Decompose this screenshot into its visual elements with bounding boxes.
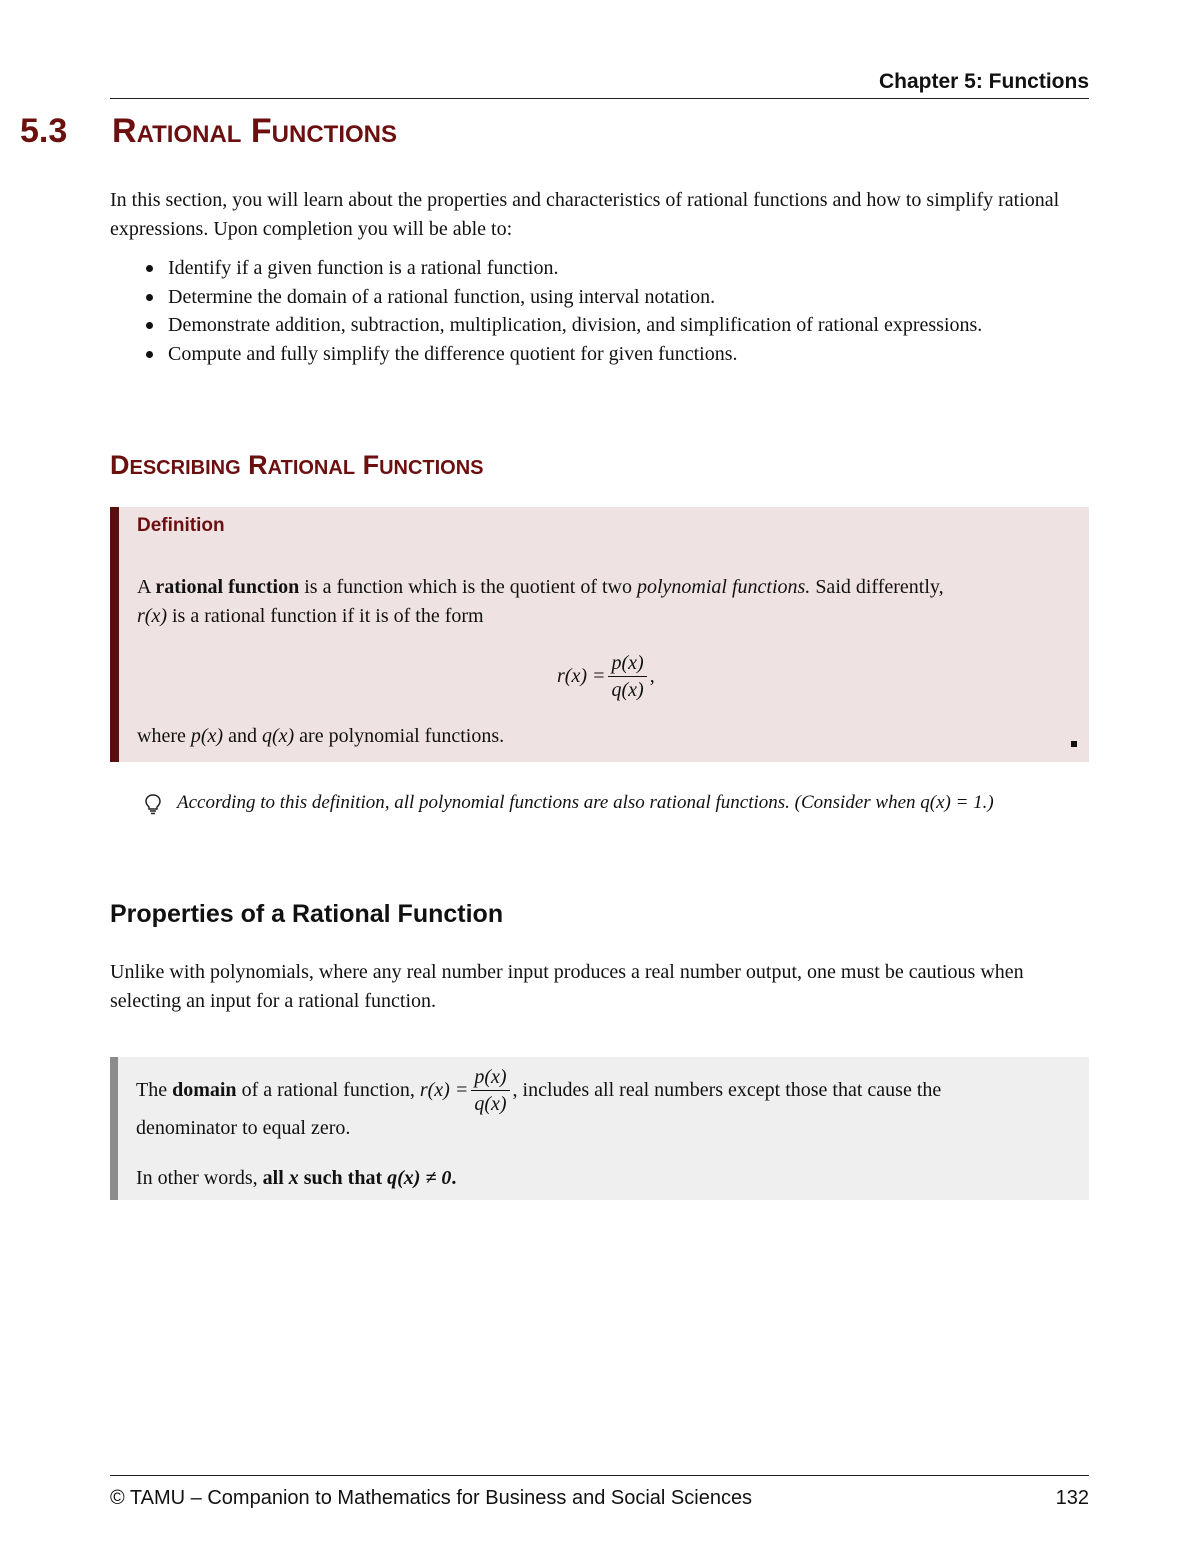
chapter-title: Chapter 5: Functions: [878, 70, 1089, 93]
title-rest: ESCRIBING: [129, 457, 241, 479]
list-item: Demonstrate addition, subtraction, multiplication, division, and simplification of rational expressions.: [140, 311, 1070, 340]
definition-label: Definition: [137, 515, 225, 536]
domain-statement-cont: denominator to equal zero.: [136, 1117, 351, 1139]
math-q-not-zero: q(x) ≠ 0: [387, 1167, 452, 1189]
title-initial: D: [110, 450, 130, 480]
text-run: , includes all real numbers except those that cause the: [512, 1079, 942, 1101]
properties-heading: Properties of a Rational Function: [110, 900, 504, 928]
running-header: [110, 66, 1089, 99]
title-initial: F: [362, 450, 380, 480]
text-run: The: [136, 1079, 168, 1101]
math-r-of-x: r(x): [137, 605, 167, 627]
list-item: Determine the domain of a rational function, using interval notation.: [140, 283, 1070, 312]
domain-box: [110, 1057, 1089, 1200]
math-p-of-x: p(x): [190, 725, 224, 747]
text-run: .: [451, 1167, 457, 1189]
note-text: According to this definition, all polynomial functions are also rational functions. (Consider when q(x) = 1.): [177, 792, 994, 813]
fraction: [471, 1065, 509, 1116]
intro-paragraph: In this section, you will learn about the properties and characteristics of rational functions and how to simplify rational expressions. Upon completion you will be able to:: [110, 189, 1060, 240]
fraction: [608, 651, 646, 702]
term-domain: domain: [172, 1079, 237, 1101]
title-initial: R: [112, 112, 137, 150]
properties-paragraph: Unlike with polynomials, where any real number input produces a real number output, one must be cautious when selecting an input for a rational function.: [110, 961, 1024, 1012]
objectives-list: [140, 254, 1070, 368]
math-x: x: [288, 1167, 299, 1189]
domain-statement: [136, 1065, 941, 1116]
term-polynomial-functions: polynomial functions.: [636, 576, 811, 598]
term-rational-function: rational function: [155, 576, 300, 598]
title-rest: ATIONAL: [267, 457, 356, 479]
definition-body: [137, 573, 1087, 631]
list-item: Compute and fully simplify the difference quotient for given functions.: [140, 340, 1070, 369]
page-footer: [110, 1475, 1089, 1509]
fraction-denominator: q(x): [474, 1093, 507, 1115]
page-number: 132: [1055, 1487, 1089, 1509]
text-run: Said differently,: [810, 576, 944, 598]
text-run: of a rational function,: [241, 1079, 415, 1101]
title-initial: F: [250, 112, 272, 150]
list-item: Identify if a given function is a rational function.: [140, 254, 1070, 283]
domain-restatement: [136, 1167, 456, 1190]
lightbulb-icon: [144, 793, 162, 815]
title-rest: ATIONAL: [136, 121, 242, 148]
math-q-of-x: q(x): [261, 725, 295, 747]
definition-where: [137, 725, 504, 748]
formula-comma: ,: [649, 665, 655, 687]
formula-lhs: r(x) =: [419, 1079, 469, 1101]
fraction-numerator: p(x): [608, 651, 646, 677]
section-name: [112, 112, 397, 151]
text-run: A: [137, 576, 156, 598]
subsection-title: [110, 450, 484, 481]
formula-lhs: r(x) =: [557, 665, 606, 687]
title-rest: UNCTIONS: [271, 121, 398, 148]
end-of-definition-mark: [1071, 741, 1077, 747]
text-run: such that: [298, 1167, 388, 1189]
footer-copyright: © TAMU – Companion to Mathematics for Business and Social Sciences: [110, 1487, 753, 1509]
section-number: 5.3: [20, 112, 68, 150]
definition-box: [110, 507, 1089, 762]
definition-formula: [557, 651, 655, 702]
text-run: is a function which is the quotient of two: [299, 576, 637, 598]
text-run: where: [137, 725, 191, 747]
text-run: are polynomial functions.: [294, 725, 505, 747]
fraction-denominator: q(x): [611, 679, 644, 701]
title-initial: R: [248, 450, 268, 480]
text-run: and: [223, 725, 262, 747]
title-rest: UNCTIONS: [379, 457, 484, 479]
text-run: is a rational function if it is of the form: [166, 605, 484, 627]
fraction-numerator: p(x): [471, 1065, 509, 1091]
text-run: In other words,: [136, 1167, 263, 1189]
text-run: all: [262, 1167, 289, 1189]
